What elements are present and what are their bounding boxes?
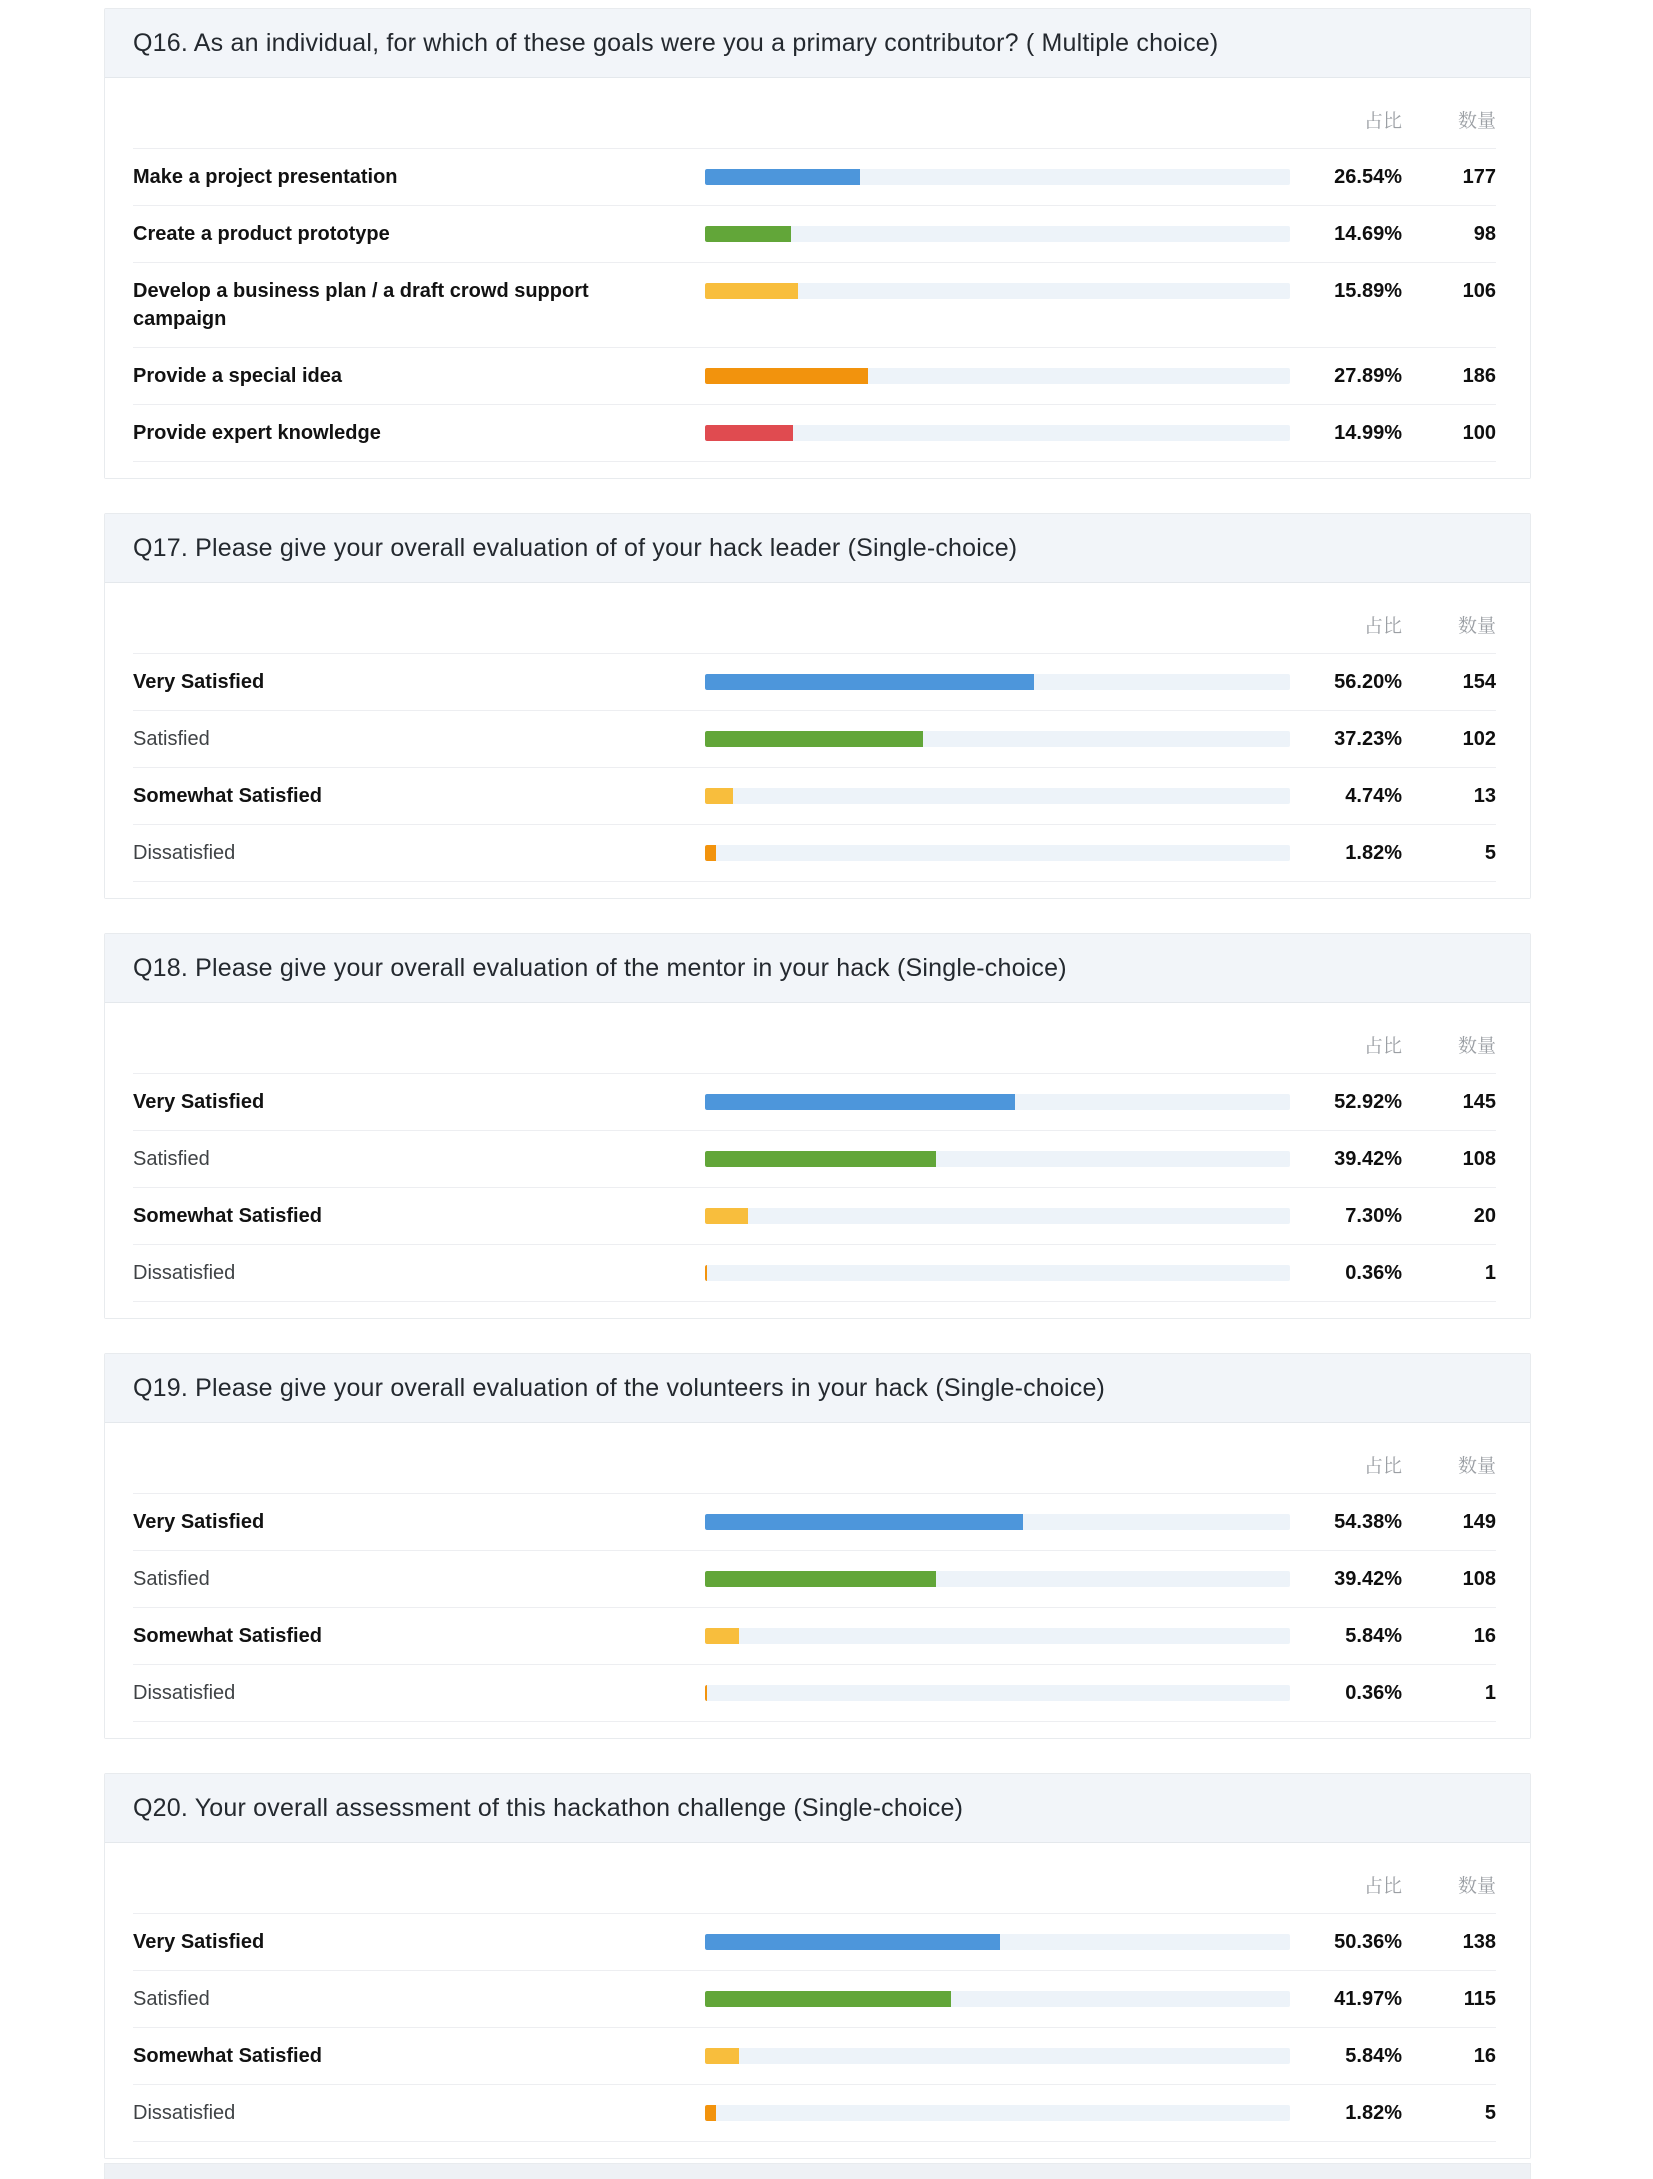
percent-value: 14.69% (1334, 223, 1402, 245)
bar-track (705, 226, 1290, 242)
question-card-q16 (104, 8, 1531, 479)
bar-track (705, 845, 1290, 861)
bar-track (705, 1094, 1290, 1110)
next-section-top-edge (104, 2163, 1531, 2179)
question-title: Q18. Please give your overall evaluation of the mentor in your hack (Single-choice) (133, 954, 1067, 982)
answer-label: Satisfied (133, 728, 210, 750)
bar-track (705, 674, 1290, 690)
column-header-ratio: 占比 (1363, 1036, 1402, 1057)
answer-label: Dissatisfied (133, 1682, 236, 1704)
count-value: 102 (1462, 728, 1496, 750)
bar-track (705, 1151, 1290, 1167)
column-header-ratio: 占比 (1363, 616, 1402, 637)
count-value: 108 (1462, 1568, 1496, 1590)
percent-value: 26.54% (1334, 166, 1402, 188)
count-value: 13 (1473, 785, 1496, 807)
bar-fill (705, 226, 791, 242)
column-header-count: 数量 (1457, 1876, 1496, 1897)
column-header-ratio: 占比 (1363, 1876, 1402, 1897)
count-value: 177 (1462, 166, 1496, 188)
bar-fill (705, 1514, 1023, 1530)
count-value: 145 (1462, 1091, 1496, 1113)
percent-value: 14.99% (1334, 422, 1402, 444)
answer-label: Somewhat Satisfied (133, 2045, 322, 2067)
bar-fill (705, 169, 860, 185)
answer-row (133, 1914, 1496, 1971)
bar-fill (705, 1094, 1015, 1110)
bar-track (705, 1934, 1290, 1950)
bar-fill (705, 1151, 936, 1167)
answer-label: Very Satisfied (133, 1931, 265, 1953)
answer-label: Create a product prototype (133, 223, 390, 245)
percent-value: 0.36% (1345, 1262, 1402, 1284)
answer-row (133, 1494, 1496, 1551)
count-value: 20 (1473, 1205, 1496, 1227)
answer-rows (133, 149, 1496, 462)
bar-track (705, 1991, 1290, 2007)
count-value: 154 (1462, 671, 1496, 693)
bar-fill (705, 368, 868, 384)
count-value: 16 (1473, 1625, 1496, 1647)
percent-value: 54.38% (1334, 1511, 1402, 1533)
bar-track (705, 2048, 1290, 2064)
question-body (105, 1843, 1530, 2158)
bar-track (705, 1208, 1290, 1224)
answer-row (133, 348, 1496, 405)
column-headers (133, 1448, 1496, 1494)
answer-label: Somewhat Satisfied (133, 785, 322, 807)
bar-track (705, 1628, 1290, 1644)
answer-row (133, 654, 1496, 711)
question-body (105, 78, 1530, 478)
bar-fill (705, 1628, 739, 1644)
percent-value: 56.20% (1334, 671, 1402, 693)
percent-value: 0.36% (1345, 1682, 1402, 1704)
bar-fill (705, 283, 798, 299)
answer-row (133, 768, 1496, 825)
percent-value: 39.42% (1334, 1568, 1402, 1590)
bar-track (705, 1685, 1290, 1701)
answer-row (133, 1551, 1496, 1608)
count-value: 98 (1473, 223, 1496, 245)
answer-row (133, 263, 1496, 348)
percent-value: 5.84% (1345, 2045, 1402, 2067)
bar-fill (705, 1685, 707, 1701)
count-value: 106 (1462, 280, 1496, 302)
question-body (105, 1423, 1530, 1738)
percent-value: 27.89% (1334, 365, 1402, 387)
question-header (105, 1774, 1530, 1843)
count-value: 5 (1484, 842, 1496, 864)
count-value: 1 (1484, 1682, 1496, 1704)
answer-label: Provide expert knowledge (133, 422, 381, 444)
bar-fill (705, 674, 1034, 690)
column-headers (133, 608, 1496, 654)
answer-label: Satisfied (133, 1148, 210, 1170)
question-title: Q16. As an individual, for which of these goals were you a primary contributor? ( Multiple choice) (133, 29, 1219, 57)
count-value: 1 (1484, 1262, 1496, 1284)
question-body (105, 1003, 1530, 1318)
answer-row (133, 1074, 1496, 1131)
bar-fill (705, 2105, 716, 2121)
bar-track (705, 425, 1290, 441)
answer-label: Dissatisfied (133, 1262, 236, 1284)
bar-track (705, 1571, 1290, 1587)
column-header-ratio: 占比 (1363, 1456, 1402, 1477)
answer-row (133, 1245, 1496, 1302)
answer-rows (133, 1494, 1496, 1722)
answer-rows (133, 1074, 1496, 1302)
answer-rows (133, 1914, 1496, 2142)
answer-row (133, 1665, 1496, 1722)
column-header-count: 数量 (1457, 1036, 1496, 1057)
percent-value: 7.30% (1345, 1205, 1402, 1227)
count-value: 16 (1473, 2045, 1496, 2067)
bar-fill (705, 1571, 936, 1587)
question-header (105, 9, 1530, 78)
column-headers (133, 1868, 1496, 1914)
answer-label: Make a project presentation (133, 166, 398, 188)
question-card-q18 (104, 933, 1531, 1319)
answer-row (133, 825, 1496, 882)
question-body (105, 583, 1530, 898)
bar-track (705, 283, 1290, 299)
answer-label: Somewhat Satisfied (133, 1625, 322, 1647)
bar-fill (705, 1991, 951, 2007)
answer-label: Dissatisfied (133, 2102, 236, 2124)
answer-label: Dissatisfied (133, 842, 236, 864)
answer-label: Very Satisfied (133, 671, 265, 693)
answer-row (133, 2028, 1496, 2085)
question-header (105, 1354, 1530, 1423)
bar-fill (705, 2048, 739, 2064)
count-value: 186 (1462, 365, 1496, 387)
count-value: 108 (1462, 1148, 1496, 1170)
answer-label: Develop a business plan / a draft crowd support campaign (133, 280, 589, 330)
answer-row (133, 1188, 1496, 1245)
answer-row (133, 206, 1496, 263)
bar-fill (705, 425, 793, 441)
question-card-q20 (104, 1773, 1531, 2159)
count-value: 100 (1462, 422, 1496, 444)
answer-label: Satisfied (133, 1988, 210, 2010)
bar-fill (705, 845, 716, 861)
percent-value: 15.89% (1334, 280, 1402, 302)
percent-value: 39.42% (1334, 1148, 1402, 1170)
column-header-count: 数量 (1457, 111, 1496, 132)
bar-fill (705, 788, 733, 804)
question-title: Q19. Please give your overall evaluation of the volunteers in your hack (Single-choice) (133, 1374, 1106, 1402)
bar-fill (705, 1265, 707, 1281)
count-value: 149 (1462, 1511, 1496, 1533)
column-headers (133, 103, 1496, 149)
answer-label: Very Satisfied (133, 1511, 265, 1533)
bar-track (705, 368, 1290, 384)
question-card-q17 (104, 513, 1531, 899)
bar-track (705, 788, 1290, 804)
percent-value: 41.97% (1334, 1988, 1402, 2010)
percent-value: 5.84% (1345, 1625, 1402, 1647)
bar-track (705, 1265, 1290, 1281)
question-title: Q20. Your overall assessment of this hackathon challenge (Single-choice) (133, 1794, 964, 1822)
column-header-count: 数量 (1457, 616, 1496, 637)
answer-rows (133, 654, 1496, 882)
column-header-ratio: 占比 (1363, 111, 1402, 132)
question-title: Q17. Please give your overall evaluation of of your hack leader (Single-choice) (133, 534, 1018, 562)
answer-label: Satisfied (133, 1568, 210, 1590)
answer-row (133, 405, 1496, 462)
bar-track (705, 731, 1290, 747)
answer-row (133, 2085, 1496, 2142)
percent-value: 52.92% (1334, 1091, 1402, 1113)
answer-label: Very Satisfied (133, 1091, 265, 1113)
count-value: 5 (1484, 2102, 1496, 2124)
answer-label: Somewhat Satisfied (133, 1205, 322, 1227)
answer-row (133, 711, 1496, 768)
bar-fill (705, 1208, 748, 1224)
percent-value: 50.36% (1334, 1931, 1402, 1953)
answer-row (133, 149, 1496, 206)
percent-value: 37.23% (1334, 728, 1402, 750)
column-headers (133, 1028, 1496, 1074)
percent-value: 4.74% (1345, 785, 1402, 807)
percent-value: 1.82% (1345, 842, 1402, 864)
bar-track (705, 169, 1290, 185)
answer-label: Provide a special idea (133, 365, 342, 387)
column-header-count: 数量 (1457, 1456, 1496, 1477)
question-card-q19 (104, 1353, 1531, 1739)
answer-row (133, 1131, 1496, 1188)
percent-value: 1.82% (1345, 2102, 1402, 2124)
answer-row (133, 1608, 1496, 1665)
bar-fill (705, 731, 923, 747)
bar-fill (705, 1934, 1000, 1950)
question-header (105, 934, 1530, 1003)
count-value: 115 (1463, 1988, 1496, 2010)
bar-track (705, 2105, 1290, 2121)
count-value: 138 (1462, 1931, 1496, 1953)
answer-row (133, 1971, 1496, 2028)
question-header (105, 514, 1530, 583)
bar-track (705, 1514, 1290, 1530)
